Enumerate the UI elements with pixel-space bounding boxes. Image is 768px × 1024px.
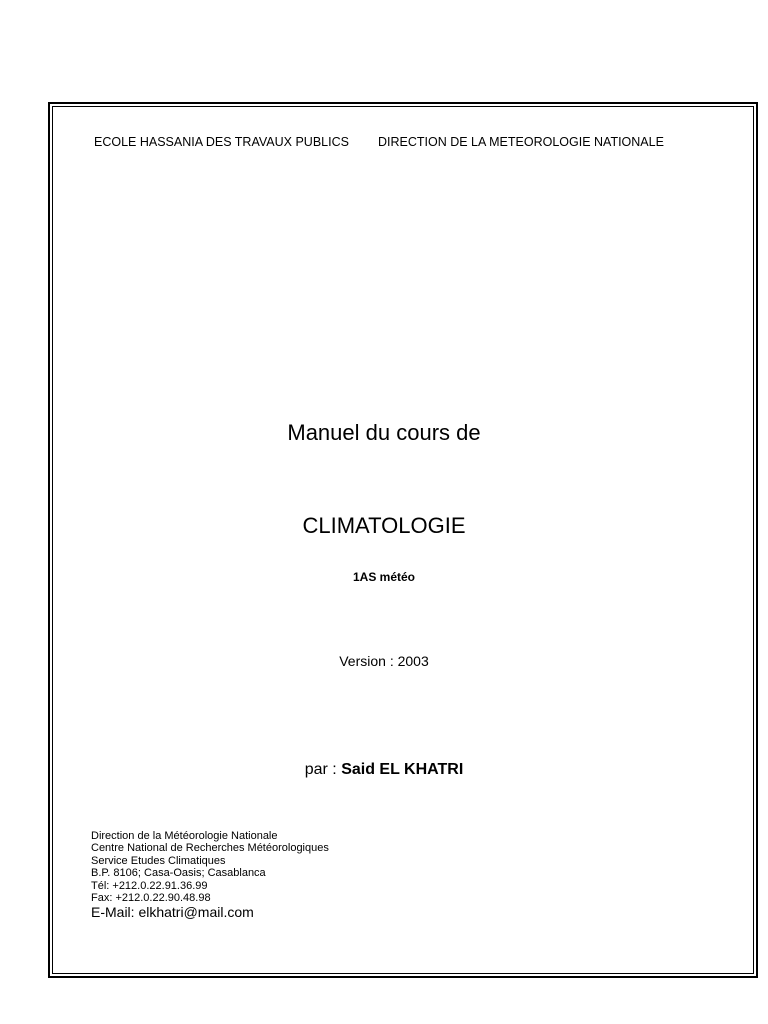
- contact-fax: Fax: +212.0.22.90.48.98: [91, 892, 211, 905]
- school-name: ECOLE HASSANIA DES TRAVAUX PUBLICS: [94, 135, 349, 149]
- contact-email: E-Mail: elkhatri@mail.com: [91, 904, 254, 921]
- contact-service: Service Etudes Climatiques: [91, 854, 226, 867]
- course-title: CLIMATOLOGIE: [302, 513, 466, 538]
- contact-phone: Tél: +212.0.22.91.36.99: [91, 879, 208, 892]
- contact-organization: Direction de la Météorologie Nationale: [91, 830, 278, 842]
- contact-block: [91, 830, 329, 920]
- version-label: Version : 2003: [339, 653, 429, 669]
- manual-heading: Manuel du cours de: [287, 420, 481, 445]
- contact-center: Centre National de Recherches Météorologiques: [91, 842, 329, 855]
- author-name: Said EL KHATRI: [341, 761, 464, 778]
- author-line: [0, 761, 768, 779]
- direction-name: DIRECTION DE LA METEOROLOGIE NATIONALE: [378, 135, 664, 149]
- contact-address: B.P. 8106; Casa-Oasis; Casablanca: [91, 867, 266, 880]
- author-prefix: par :: [304, 761, 342, 778]
- course-level: 1AS météo: [352, 570, 416, 584]
